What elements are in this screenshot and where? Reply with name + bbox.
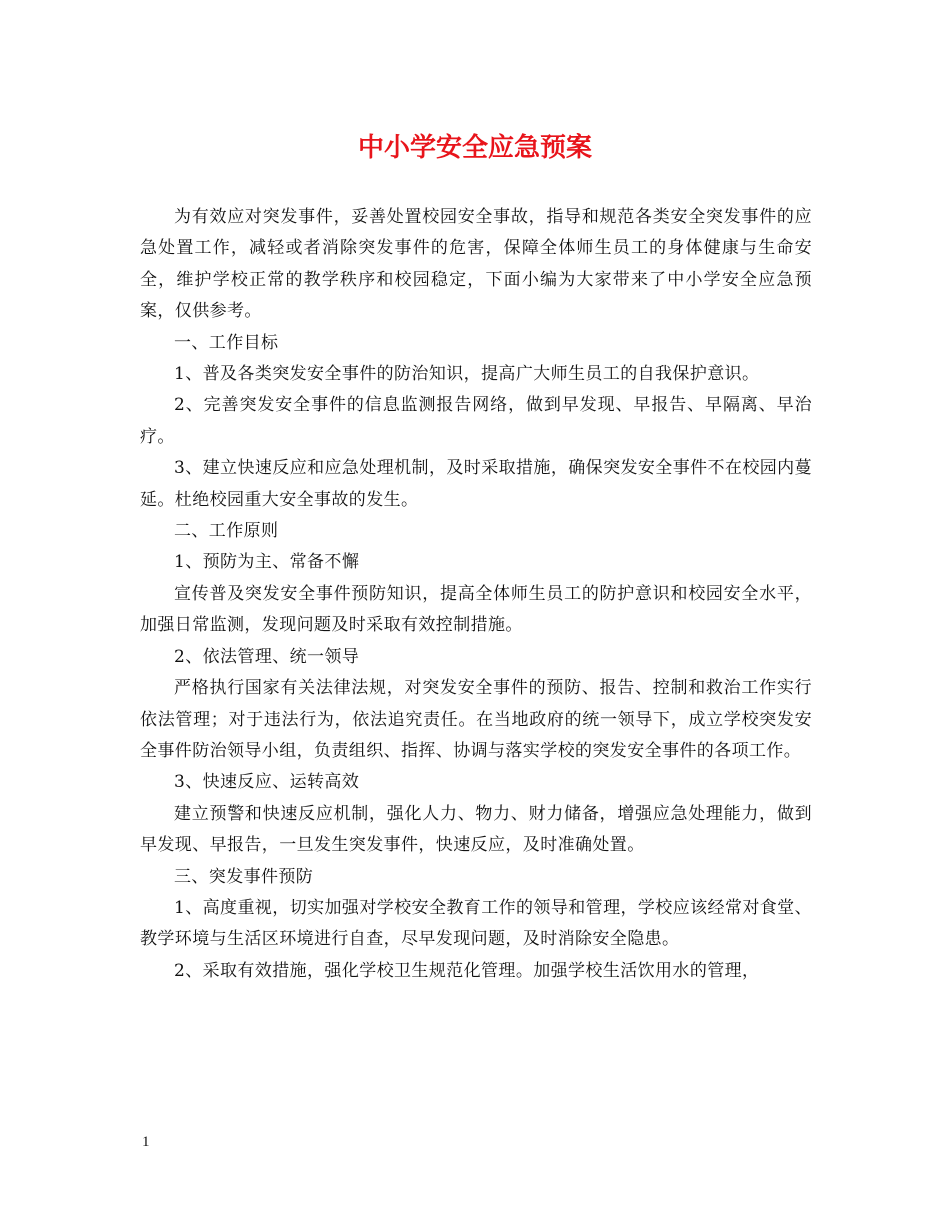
- intro-paragraph: 为有效应对突发事件，妥善处置校园安全事故，指导和规范各类安全突发事件的应急处置工作，减轻或者消除突发事件的危害，保障全体师生员工的身体健康与生命安全，维护学校正常的教学秩序和校园稳定，下面小编为大家带来了中小学安全应急预案，仅供参考。: [140, 207, 812, 322]
- principle-heading-2: 2、依法管理、统一领导: [174, 646, 360, 667]
- document-title: 中小学安全应急预案: [357, 133, 592, 163]
- principle-text-1: 宣传普及突发安全事件预防知识，提高全体师生员工的防护意识和校园安全水平，加强日常监测，发现问题及时采取有效控制措施。: [140, 583, 812, 636]
- section-heading-prevention: 三、突发事件预防: [174, 866, 314, 887]
- document-body: [140, 202, 812, 987]
- prevention-item-1: 1、高度重视，切实加强对学校安全教育工作的领导和管理，学校应该经常对食堂、教学环境与生活区环境进行自查，尽早发现问题，及时消除安全隐患。: [140, 897, 812, 950]
- goal-item-2: 2、完善突发安全事件的信息监测报告网络，做到早发现、早报告、早隔离、早治疗。: [140, 395, 812, 447]
- page-number: 1: [142, 1134, 150, 1150]
- goal-item-3: 3、建立快速反应和应急处理机制，及时采取措施，确保突发安全事件不在校园内蔓延。杜绝校园重大安全事故的发生。: [140, 458, 812, 510]
- principle-heading-3: 3、快速反应、运转高效: [174, 772, 360, 793]
- principle-text-2: 严格执行国家有关法律法规，对突发安全事件的预防、报告、控制和救治工作实行依法管理；对于违法行为，依法追究责任。在当地政府的统一领导下，成立学校突发安全事件防治领导小组，负责组织、指挥、协调与落实学校的突发安全事件的各项工作。: [140, 678, 812, 761]
- prevention-item-2: 2、采取有效措施，强化学校卫生规范化管理。加强学校生活饮用水的管理，: [174, 960, 760, 981]
- principle-text-3: 建立预警和快速反应机制，强化人力、物力、财力储备，增强应急处理能力，做到早发现、早报告，一旦发生突发事件，快速反应，及时准确处置。: [140, 803, 812, 856]
- section-heading-goals: 一、工作目标: [174, 332, 279, 353]
- section-heading-principles: 二、工作原则: [174, 521, 279, 542]
- principle-heading-1: 1、预防为主、常备不懈: [174, 552, 360, 573]
- goal-item-1: 1、普及各类突发安全事件的防治知识，提高广大师生员工的自我保护意识。: [174, 364, 760, 385]
